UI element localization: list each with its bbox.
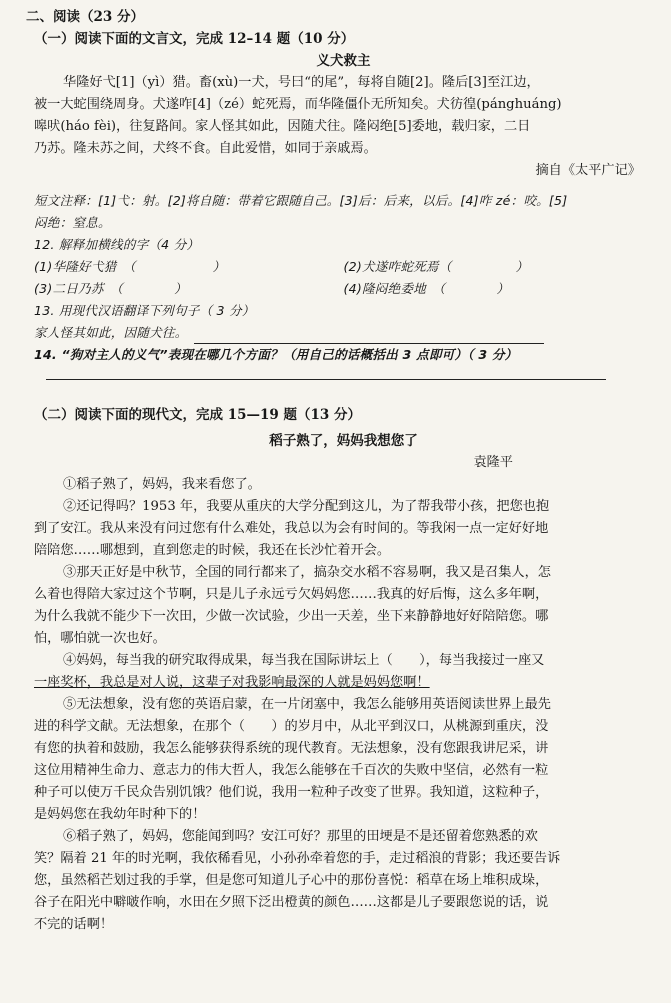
section-title: 二、阅读（23 分） [26,9,144,25]
classical-line: 乃苏。隆未苏之间，犬终不食。自此爱惜，如同于亲戚焉。 [34,141,377,156]
q12-item[interactable]: (3)二日乃苏 （ ） [34,281,187,296]
paragraph-line: 有您的执着和鼓励，我怎么能够获得系统的现代教育。无法想象，没有您跟我讲尼采，讲 [34,741,549,756]
classical-text [34,72,653,160]
paragraph-line: 笑？隔着 21 年的时光啊，我依稀看见，小孙孙牵着您的手，走过稻浪的背影；我还要告诉 [34,851,561,866]
q13-sentence: 家人怪其如此，因随犬往。 [34,325,188,340]
classical-line: 华隆好弋[1]（yì）猎。畜(xù)一犬，号曰“的尾”，每将自随[2]。隆后[3]至江边， [63,75,540,90]
paragraph-line: 陪陪您……哪想到，直到您走的时候，我还在长沙忙着开会。 [34,543,391,558]
q13-stem: 13. 用现代汉语翻译下列句子（ 3 分） [34,303,255,318]
q14-answer-line[interactable] [46,378,606,380]
paragraph-line: ②还记得吗？1953 年，我要从重庆的大学分配到这儿，为了帮我带小孩，把您也抱 [63,499,550,514]
part1-heading: （一）阅读下面的文言文，完成 12–14 题（10 分） [34,31,355,47]
paragraph-line: 是妈妈您在我幼年时种下的！ [34,807,206,822]
paragraph-line: ⑤无法想象，没有您的英语启蒙，在一片闭塞中，我怎么能够用英语阅读世界上最先 [63,697,551,712]
paragraph-line: 到了安江。我从来没有问过您有什么难处，我总以为会有时间的。等我闲一点一定好好地 [34,521,549,536]
q12-item[interactable]: (1)华隆好弋猎 （ ） [34,259,226,274]
paragraph-line: ⑥稻子熟了，妈妈，您能闻到吗？安江可好？那里的田埂是不是还留着您熟悉的欢 [63,829,538,844]
q12-item[interactable]: (4)隆闷绝委地 （ ） [343,281,510,296]
paragraph-line: 么着也得陪大家过这个节啊，只是儿子永远亏欠妈妈您……我真的好后悔，这么多年啊， [34,587,549,602]
paragraph-line: 一座奖杯，我总是对人说，这辈子对我影响最深的人就是妈妈您啊！ [34,675,430,690]
paragraph-line: 为什么我就不能少下一次田，少做一次试验，少出一天差，坐下来静静地好好陪陪您。哪 [34,609,549,624]
paragraph-line: ①稻子熟了，妈妈，我来看您了。 [63,477,261,492]
paragraph-line: ④妈妈，每当我的研究取得成果，每当我在国际讲坛上（ ），每当我接过一座又 [63,653,545,668]
paragraph-line: 种子可以使万千民众告别饥饿？他们说，我用一粒种子改变了世界。我知道，这粒种子， [34,785,549,800]
part2-heading: （二）阅读下面的现代文，完成 15—19 题（13 分） [34,407,361,423]
paragraph-line: 谷子在阳光中噼啵作响，水田在夕照下泛出橙黄的颜色……这都是儿子要跟您说的话，说 [34,895,549,910]
classical-line: 嗥吠(háo fèi)，往复路间。家人怪其如此，因随犬往。隆闷绝[5]委地，载归家，二日 [34,119,531,134]
classical-source: 摘自《太平广记》 [535,163,641,178]
q12-stem: 12. 解释加横线的字（4 分） [34,237,200,252]
q13-sentence-row [34,322,653,344]
paragraph-line: 怕，哪怕就一次也好。 [34,631,166,646]
paragraph-line: 不完的话啊！ [34,917,114,932]
notes-line: 闷绝：窒息。 [34,215,111,230]
classical-line: 被一大蛇围绕周身。犬遂咋[4]（zé）蛇死焉，而华隆僵仆无所知矣。犬彷徨(pánghuáng) [34,97,562,112]
modern-author: 袁隆平 [473,455,513,470]
paragraph-line: 这位用精神生命力、意志力的伟大哲人，我怎么能够在千百次的失败中坚信，必然有一粒 [34,763,549,778]
paragraph-line: ③那天正好是中秋节，全国的同行都来了，搞杂交水稻不容易啊，我又是召集人，怎 [63,565,551,580]
notes-line: 短文注释：[1]弋：射。[2]将自随：带着它跟随自己。[3]后：后来，以后。[4]咋 zé：咬。[5] [34,193,568,208]
classical-story-title: 义犬救主 [316,53,371,69]
q13-answer-line[interactable] [194,329,544,344]
paragraph-line: 您，虽然稻芒划过我的手掌，但是您可知道儿子心中的那份喜悦：稻草在场上堆积成垛， [34,873,549,888]
paragraph-line: 进的科学文献。无法想象，在那个（ ）的岁月中，从北平到汉口，从桃源到重庆，没 [34,719,549,734]
q12-row [34,278,653,300]
q14-stem: 14. “狗对主人的义气”表现在哪几个方面？（用自己的话概括出 3 点即可）（ 3 分） [34,347,518,362]
modern-story-title: 稻子熟了，妈妈我想您了 [269,433,418,449]
q12-item[interactable]: (2)犬遂咋蛇死焉（ ） [343,259,529,274]
q12-row [34,256,653,278]
modern-text [34,474,653,936]
